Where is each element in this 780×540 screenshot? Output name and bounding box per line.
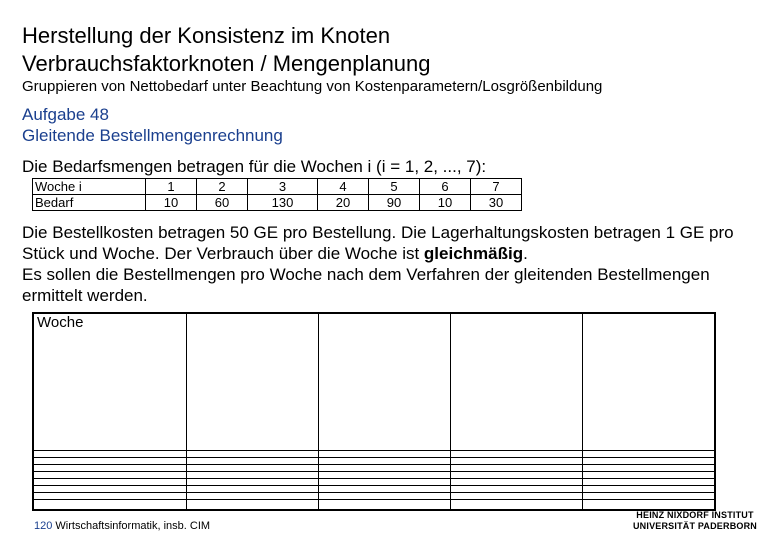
table-row — [33, 464, 715, 471]
empty-cell — [451, 457, 583, 464]
logo-line-1: HEINZ NIXDORF INSTITUT — [636, 510, 754, 520]
empty-cell — [186, 478, 318, 485]
title-line-2: Verbrauchsfaktorknoten / Mengenplanung — [22, 51, 431, 76]
table-row — [33, 450, 715, 457]
week-cell: 5 — [368, 179, 419, 195]
row-label-week: Woche i — [33, 179, 146, 195]
empty-cell — [33, 499, 186, 510]
empty-cell — [33, 485, 186, 492]
empty-cell — [318, 457, 450, 464]
empty-cell — [451, 450, 583, 457]
empty-cell — [583, 485, 715, 492]
empty-cell — [318, 313, 450, 450]
empty-cell — [318, 471, 450, 478]
empty-cell — [451, 492, 583, 499]
task-description — [22, 222, 767, 306]
task-name: Gleitende Bestellmengenrechnung — [22, 126, 283, 145]
page-footer — [34, 520, 210, 533]
empty-cell — [33, 478, 186, 485]
task-heading — [22, 104, 283, 146]
intro-text: Die Bedarfsmengen betragen für die Wochen i (i = 1, 2, ..., 7): — [22, 157, 487, 176]
empty-cell — [33, 464, 186, 471]
empty-cell — [33, 450, 186, 457]
demand-cell: 10 — [419, 195, 470, 211]
demand-cell: 10 — [146, 195, 197, 211]
week-cell: 6 — [419, 179, 470, 195]
table-row — [33, 457, 715, 464]
work-table — [32, 312, 716, 511]
week-cell: 4 — [317, 179, 368, 195]
empty-cell — [583, 457, 715, 464]
table-row — [33, 471, 715, 478]
cost-text-end: . — [523, 244, 528, 263]
table-row — [33, 499, 715, 510]
week-cell: 3 — [248, 179, 318, 195]
institute-logo — [628, 510, 762, 532]
empty-cell — [318, 492, 450, 499]
page-title — [22, 22, 762, 78]
empty-cell — [583, 464, 715, 471]
empty-cell — [186, 485, 318, 492]
table-row-demand — [33, 195, 522, 211]
empty-cell — [318, 450, 450, 457]
empty-cell — [33, 492, 186, 499]
empty-cell — [451, 499, 583, 510]
work-header-cell: Woche — [33, 313, 186, 450]
table-row — [33, 485, 715, 492]
table-row-weeks — [33, 179, 522, 195]
empty-cell — [186, 313, 318, 450]
empty-cell — [318, 499, 450, 510]
empty-cell — [186, 457, 318, 464]
empty-cell — [583, 313, 715, 450]
empty-cell — [583, 499, 715, 510]
empty-cell — [583, 450, 715, 457]
demand-cell: 130 — [248, 195, 318, 211]
empty-cell — [33, 457, 186, 464]
demand-table — [32, 178, 522, 211]
page-subtitle: Gruppieren von Nettobedarf unter Beachtung von Kostenparametern/Losgrößenbildung — [22, 78, 603, 95]
empty-cell — [318, 464, 450, 471]
cost-text: Die Bestellkosten betragen 50 GE pro Bestellung. Die Lagerhaltungskosten betragen 1 GE pro Stück und Woche. Der Verbrauch über die Woche ist — [22, 223, 734, 263]
empty-cell — [33, 471, 186, 478]
demand-cell: 60 — [197, 195, 248, 211]
page-number: 120 — [34, 520, 53, 532]
empty-cell — [186, 464, 318, 471]
table-row — [33, 313, 715, 450]
empty-cell — [583, 478, 715, 485]
empty-cell — [451, 464, 583, 471]
title-line-1: Herstellung der Konsistenz im Knoten — [22, 23, 391, 48]
empty-cell — [186, 471, 318, 478]
empty-cell — [186, 450, 318, 457]
empty-cell — [583, 492, 715, 499]
empty-cell — [318, 478, 450, 485]
demand-cell: 30 — [470, 195, 521, 211]
empty-cell — [451, 478, 583, 485]
instruction-paragraph: Es sollen die Bestellmengen pro Woche nach dem Verfahren der gleitenden Bestellmengen ermittelt werden. — [22, 265, 710, 305]
task-number: Aufgabe 48 — [22, 105, 109, 124]
cost-paragraph — [22, 222, 767, 264]
logo-line-2: UNIVERSITÄT PADERBORN — [632, 521, 758, 531]
empty-cell — [451, 471, 583, 478]
table-row — [33, 492, 715, 499]
course-name: Wirtschaftsinformatik, insb. CIM — [55, 520, 211, 532]
table-row — [33, 478, 715, 485]
empty-cell — [186, 492, 318, 499]
empty-cell — [583, 471, 715, 478]
empty-cell — [451, 485, 583, 492]
empty-cell — [186, 499, 318, 510]
week-cell: 7 — [470, 179, 521, 195]
row-label-demand: Bedarf — [33, 195, 146, 211]
demand-cell: 20 — [317, 195, 368, 211]
empty-cell — [451, 313, 583, 450]
emphasis-text: gleichmäßig — [423, 244, 524, 263]
demand-cell: 90 — [368, 195, 419, 211]
week-cell: 1 — [146, 179, 197, 195]
week-cell: 2 — [197, 179, 248, 195]
empty-cell — [318, 485, 450, 492]
